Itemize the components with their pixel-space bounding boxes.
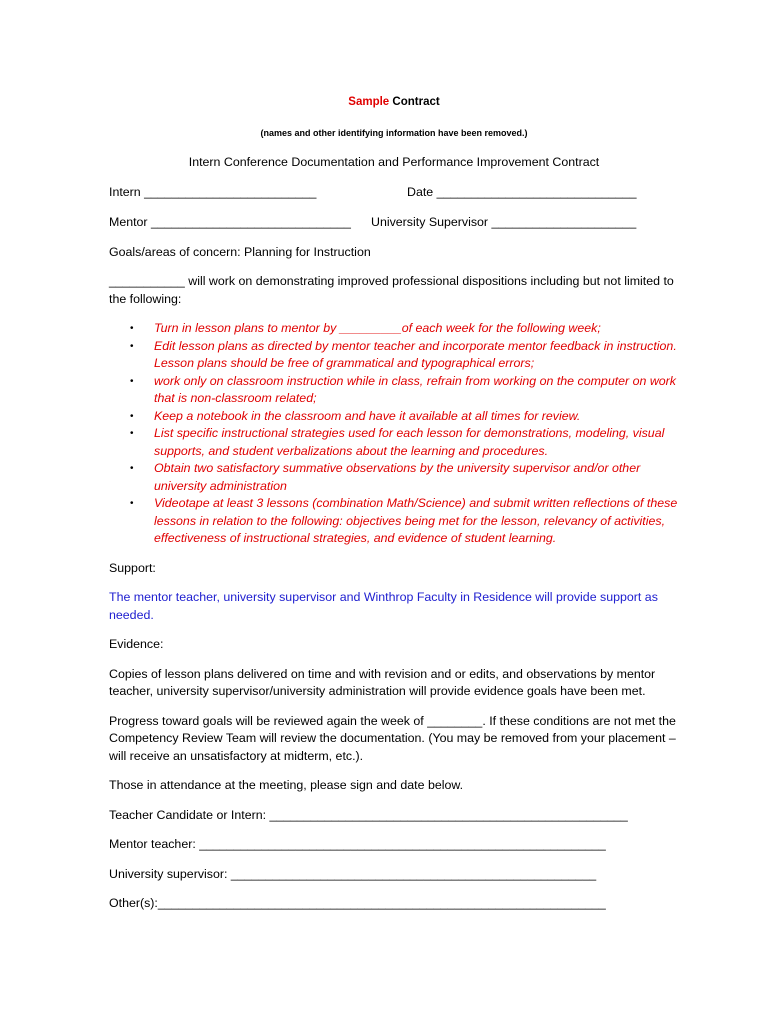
title-contract-word: Contract [392, 96, 440, 108]
progress-text: Progress toward goals will be reviewed again the week of ________. If these conditions are not met the Competency Review Team will review the documentation. (You may be removed from your placement – will receive an unsatisfactory at midterm, etc.). [109, 713, 676, 763]
task-text: Edit lesson plans as directed by mentor teacher and incorporate mentor feedback in instruction. Lesson plans should be free of grammatical and typographical errors; [154, 338, 677, 370]
bullet-icon: • [130, 428, 134, 439]
task-text: work only on classroom instruction while in class, refrain from working on the computer on work that is non-classroom related; [154, 373, 676, 405]
list-item [109, 460, 679, 495]
mentor-field: Mentor _____________________________ [109, 214, 351, 229]
university-supervisor-field: University Supervisor _____________________ [371, 214, 637, 229]
contract-document [109, 94, 679, 913]
bullet-icon: • [130, 323, 134, 334]
task-list [109, 320, 679, 548]
task-text: Keep a notebook in the classroom and have it available at all times for review. [154, 408, 581, 423]
candidate-signature-line: Teacher Candidate or Intern: ____________________________________________________ [109, 807, 628, 822]
list-item [109, 425, 679, 460]
support-text: The mentor teacher, university supervisor and Winthrop Faculty in Residence will provide support as needed. [109, 590, 658, 622]
evidence-text: Copies of lesson plans delivered on time and with revision and or edits, and observations by mentor teacher, university supervisor/university administration will provide evidence goals have been met. [109, 666, 656, 698]
bullet-icon: • [130, 340, 134, 352]
title-sample-word: Sample [348, 96, 390, 108]
list-item [109, 373, 679, 408]
task-text: List specific instructional strategies used for each lesson for demonstrations, modeling, visual supports, and student verbalizations about the learning and procedures. [154, 426, 665, 458]
university-supervisor-signature-line: University supervisor: _____________________________________________________ [109, 866, 597, 881]
evidence-label: Evidence: [109, 637, 164, 651]
goals-line: Goals/areas of concern: Planning for Instruction [109, 244, 371, 259]
task-text: Turn in lesson plans to mentor by _________of each week for the following week; [154, 321, 601, 335]
list-item [109, 320, 679, 338]
task-text: Videotape at least 3 lessons (combination Math/Science) and submit written reflections of these lessons in relation to the following: objectives being met for the lesson, relevancy of activities, effectiveness of instructional strategies, and evidence of student learning. [154, 496, 678, 545]
mentor-supervisor-row [109, 214, 679, 232]
bullet-icon: • [130, 375, 134, 387]
task-text: Obtain two satisfactory summative observations by the university supervisor and/or other university administration [154, 461, 641, 493]
intern-field: Intern _________________________ [109, 184, 317, 199]
document-title [109, 94, 679, 112]
list-item [109, 338, 679, 373]
list-item [109, 408, 679, 426]
document-subtitle: (names and other identifying information have been removed.) [260, 127, 528, 138]
list-item [109, 495, 679, 548]
intro-paragraph: ___________ will work on demonstrating improved professional dispositions including but not limited to the following: [109, 274, 674, 306]
bullet-icon: • [130, 498, 134, 509]
date-field: Date _____________________________ [407, 184, 637, 199]
contract-heading: Intern Conference Documentation and Performance Improvement Contract [188, 155, 600, 169]
attendance-text: Those in attendance at the meeting, please sign and date below. [109, 778, 464, 792]
others-signature-line: Other(s):_________________________________________________________________ [109, 896, 606, 910]
mentor-teacher-signature-line: Mentor teacher: ___________________________________________________________ [109, 837, 606, 851]
intern-date-row [109, 184, 679, 202]
support-label: Support: [109, 560, 156, 575]
bullet-icon: • [130, 463, 134, 474]
bullet-icon: • [130, 410, 134, 422]
